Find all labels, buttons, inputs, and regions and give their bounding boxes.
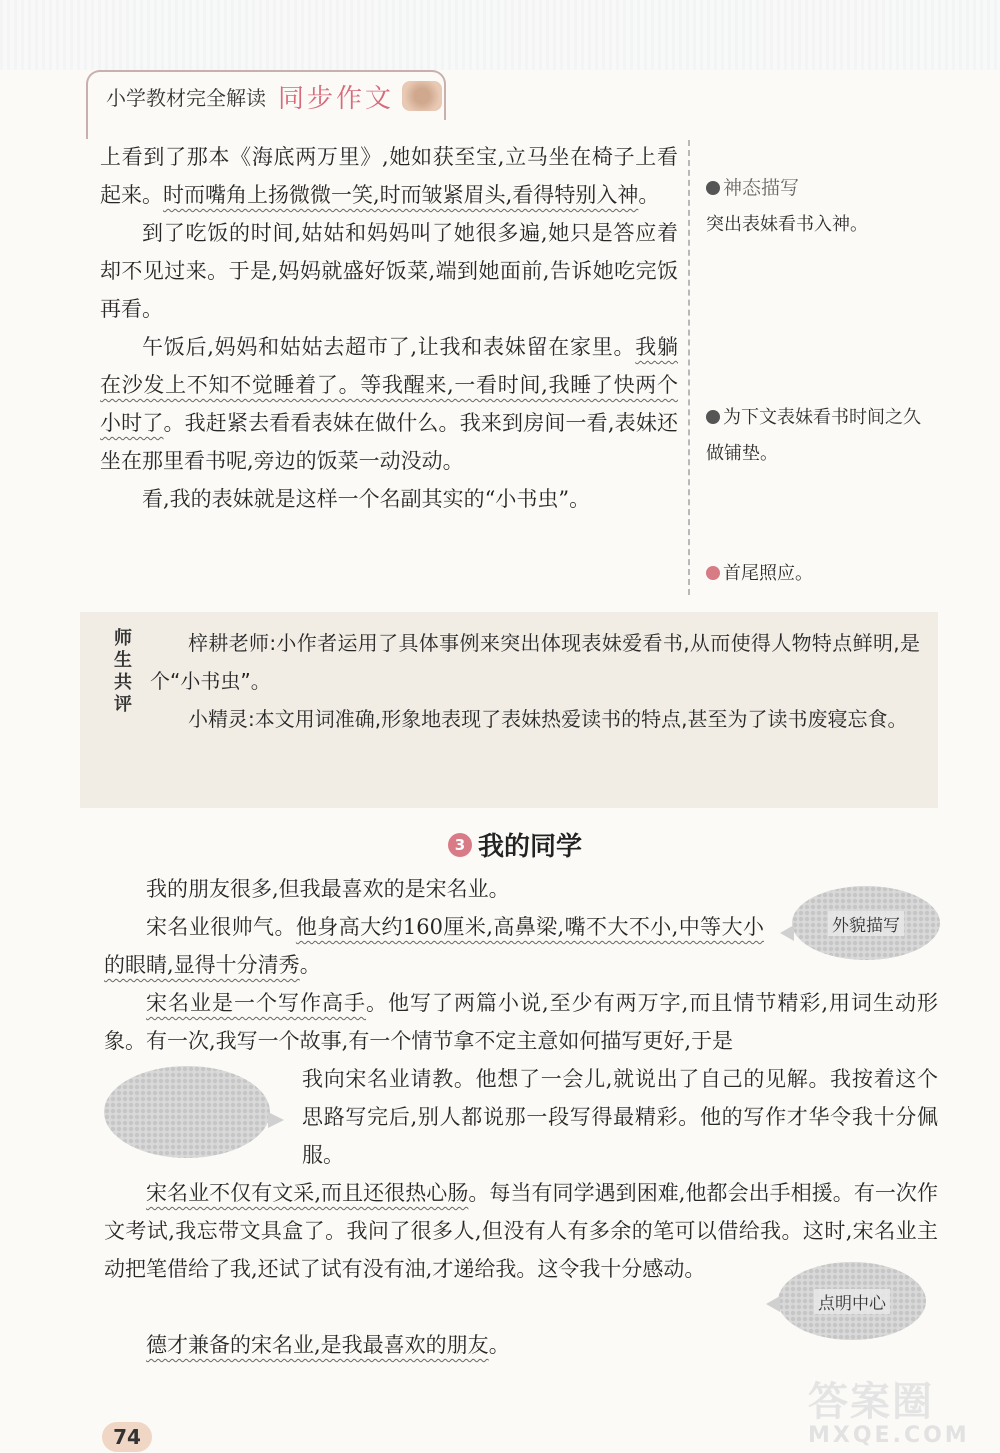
teacher-comment xyxy=(150,624,920,700)
bullet-icon xyxy=(706,410,720,424)
annotation-cloud-blank xyxy=(104,1066,270,1158)
side-note-3 xyxy=(706,556,936,592)
header-rule xyxy=(86,119,88,139)
commenter-name: 梓耕老师: xyxy=(188,631,277,655)
essay1-paragraph-1 xyxy=(100,138,678,214)
essay1-body xyxy=(100,138,678,518)
cloud-tail xyxy=(766,1296,780,1312)
watermark xyxy=(808,1370,988,1450)
text-run: 。我赶紧去看看表妹在做什么。我来到房间一看,表妹还坐在那里看书呢,旁边的饭菜一动没动。 xyxy=(100,411,678,473)
text-run: 宋名业很帅气。 xyxy=(146,915,296,939)
text-run: 。他写了两篇小说,至少有两万字,而且情节精彩,用词生动形象。有一次,我写一个故事,有一个情节拿不定主意如何描写更好,于是 xyxy=(104,991,939,1053)
side-note-1 xyxy=(706,170,936,243)
text-run: 。 xyxy=(299,953,321,977)
text-run: 。每当有同学遇到困难,他都会出手相援。有一次作文考试,我忘带文具盒了。我问了很多人,但没有人有多余的笔可以借给我。这时,宋名业主动把笔借给了我,还试了试有没有油,才递给我。这令我十分感动。 xyxy=(104,1181,938,1281)
watermark-url: MXQE.COM xyxy=(808,1423,970,1448)
comment-text: 小作者运用了具体事例来突出体现表妹爱看书,从而使得人物特点鲜明,是个“小书虫”。 xyxy=(150,631,920,693)
page-header xyxy=(86,70,446,120)
cloud-label: 点明中心 xyxy=(814,1289,890,1314)
underlined-text: 宋名业不仅有文采,而且还很热心肠 xyxy=(146,1181,469,1205)
cloud-tail xyxy=(268,1112,284,1128)
margin-divider xyxy=(688,140,690,595)
essay2-title-text: 我的同学 xyxy=(478,832,583,862)
underlined-text: 德才兼备的宋名业,是我最喜欢的朋友 xyxy=(146,1333,489,1357)
essay1-paragraph-2: 到了吃饭的时间,姑姑和妈妈叫了她很多遍,她只是答应着却不见过来。于是,妈妈就盛好饭菜,端到她面前,告诉她吃完饭再看。 xyxy=(100,221,678,321)
page-top-texture xyxy=(0,0,1000,70)
underlined-text: 我躺在沙发上不知不觉睡着了。等我醒来,一看时间,我睡了快两个小时了 xyxy=(100,335,678,435)
essay2-paragraph-1: 我的朋友很多,但我最喜欢的是宋名业。 xyxy=(146,877,510,901)
brand-title: 同步作文 xyxy=(278,83,395,114)
essay1-paragraph-4: 看,我的表妹就是这样一个名副其实的“小书虫”。 xyxy=(142,487,591,511)
student-comment xyxy=(150,700,920,738)
annotation-cloud xyxy=(778,1262,926,1340)
series-title: 小学教材完全解读 xyxy=(106,85,266,110)
commenter-name: 小精灵: xyxy=(188,707,255,731)
essay2-paragraph-5 xyxy=(104,1326,764,1364)
brand-decoration-icon xyxy=(402,81,442,111)
text-run: 上看到了那本《海底两万里》,她如获至宝,立马坐在椅子上看起来。 xyxy=(100,145,678,207)
text-run: 。 xyxy=(488,1333,510,1357)
essay2-paragraph-3 xyxy=(104,984,938,1060)
bullet-icon xyxy=(706,566,720,580)
essay2-paragraph-3-cont: 我向宋名业请教。他想了一会儿,就说出了自己的见解。我按着这个思路写完后,别人都说那一段写得最精彩。他的写作才华令我十分佩服。 xyxy=(302,1067,938,1167)
text-run: 午饭后,妈妈和姑姑去超市了,让我和表妹留在家里。 xyxy=(142,335,636,359)
section-number-icon: 3 xyxy=(448,833,472,857)
note-text: 突出表妹看书入神。 xyxy=(706,214,868,235)
essay2-paragraph-2 xyxy=(104,908,764,984)
note-tag: 神态描写 xyxy=(723,177,800,199)
review-label: 师生共评 xyxy=(114,628,132,715)
bullet-icon xyxy=(706,181,720,195)
underlined-text: 宋名业是一个写作高手 xyxy=(146,991,366,1015)
annotation-cloud xyxy=(792,886,940,960)
underlined-text: 他身高大约160厘米,高鼻梁,嘴不大不小,中等大小的眼睛,显得十分清秀 xyxy=(104,915,765,977)
cloud-tail xyxy=(780,925,794,941)
essay2-title xyxy=(448,826,582,863)
cloud-label: 外貌描写 xyxy=(828,911,904,936)
page-number: 74 xyxy=(102,1422,152,1452)
side-note-2 xyxy=(706,400,936,472)
note-text: 首尾照应。 xyxy=(723,563,813,584)
note-text: 为下文表妹看书时间之久做铺垫。 xyxy=(706,407,921,464)
review-text xyxy=(150,624,920,738)
underlined-text: 时而嘴角上扬微微一笑,时而皱紧眉头,看得特别入神 xyxy=(163,183,639,207)
essay1-paragraph-3 xyxy=(100,328,678,480)
watermark-logo: 答案圈 xyxy=(808,1379,934,1425)
comment-text: 本文用词准确,形象地表现了表妹热爱读书的特点,甚至为了读书废寝忘食。 xyxy=(254,707,908,731)
text-run: 。 xyxy=(638,183,660,207)
